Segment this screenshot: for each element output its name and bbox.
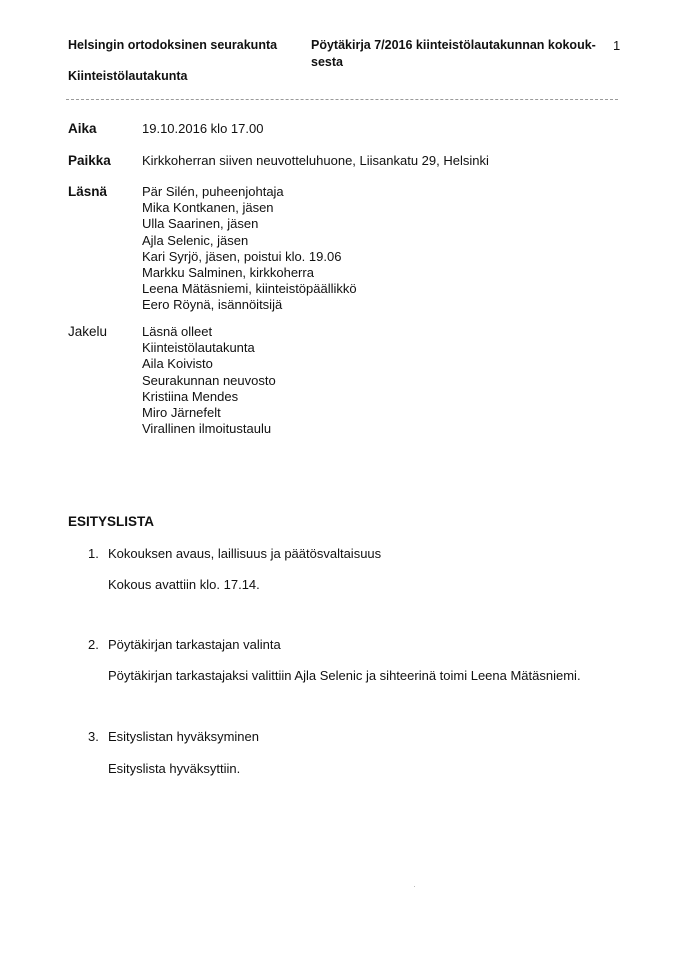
agenda-item-title: Pöytäkirjan tarkastajan valinta	[108, 637, 281, 652]
list-item: Eero Röynä, isännöitsijä	[142, 297, 283, 313]
distribution-label: Jakelu	[68, 324, 108, 339]
agenda-item-title: Esityslistan hyväksyminen	[108, 729, 259, 744]
list-item: Aila Koivisto	[142, 356, 213, 372]
list-item: Kristiina Mendes	[142, 388, 239, 404]
list-item: Leena Mätäsniemi, kiinteistöpäällikkö	[142, 281, 357, 297]
agenda-item-number: 2.	[88, 637, 99, 652]
agenda-item-text: Kokous avattiin klo. 17.14.	[108, 577, 260, 592]
time-value: 19.10.2016 klo 17.00	[142, 121, 264, 136]
present-label: Läsnä	[68, 184, 108, 199]
list-item: Seurakunnan neuvosto	[142, 372, 276, 388]
list-item: Ulla Saarinen, jäsen	[142, 216, 259, 232]
department-name: Kiinteistölautakunta	[68, 69, 188, 83]
list-item: Miro Järnefelt	[142, 405, 221, 421]
list-item: Pär Silén, puheenjohtaja	[142, 184, 284, 199]
list-item: Kiinteistölautakunta	[142, 340, 255, 356]
time-label: Aika	[68, 121, 97, 136]
distribution-list	[142, 324, 276, 437]
list-item: Kari Syrjö, jäsen, poistui klo. 19.06	[142, 248, 342, 264]
agenda-item-text: Esityslista hyväksyttiin.	[108, 761, 241, 776]
page-number: 1	[613, 38, 621, 53]
scan-speck	[414, 886, 415, 887]
header-divider	[66, 99, 618, 100]
agenda-item-number: 1.	[88, 546, 99, 561]
agenda-item-title: Kokouksen avaus, laillisuus ja päätösvaltaisuus	[108, 546, 382, 561]
present-list	[142, 184, 357, 314]
list-item: Markku Salminen, kirkkoherra	[142, 265, 314, 281]
list-item: Läsnä olleet	[142, 324, 213, 339]
agenda-heading: ESITYSLISTA	[68, 514, 155, 529]
document-title: Pöytäkirja 7/2016 kiinteistölautakunnan kokouk-sesta	[311, 38, 596, 69]
list-item: Ajla Selenic, jäsen	[142, 232, 249, 248]
agenda-item-number: 3.	[88, 729, 99, 744]
place-label: Paikka	[68, 153, 111, 168]
list-item: Virallinen ilmoitustaulu	[142, 421, 272, 437]
agenda-item-text: Pöytäkirjan tarkastajaksi valittiin Ajla Selenic ja sihteerinä toimi Leena Mätäsniemi.	[108, 668, 581, 683]
list-item: Mika Kontkanen, jäsen	[142, 200, 274, 216]
place-value: Kirkkoherran siiven neuvotteluhuone, Liisankatu 29, Helsinki	[142, 153, 489, 168]
organization-name: Helsingin ortodoksinen seurakunta	[68, 38, 278, 52]
